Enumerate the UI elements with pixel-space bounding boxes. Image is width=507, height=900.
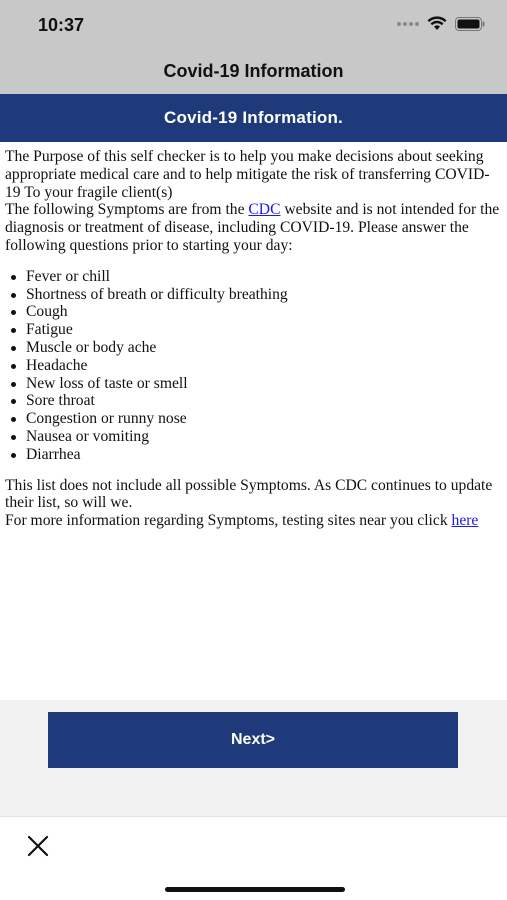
home-indicator [165, 887, 345, 892]
header-band [0, 94, 507, 142]
symptom-item: Sore throat [5, 392, 503, 410]
next-button[interactable]: Next> [48, 712, 458, 768]
page-title: Covid-19 Information. [164, 108, 343, 127]
button-area [0, 700, 507, 816]
wifi-icon [427, 16, 447, 31]
source-text-before: The following Symptoms are from the [5, 201, 249, 219]
signal-icon [397, 22, 419, 26]
symptom-item: Diarrhea [5, 446, 503, 464]
status-icons [397, 16, 485, 31]
nav-bar [0, 48, 507, 94]
here-link[interactable]: here [451, 512, 479, 530]
symptom-list [5, 268, 503, 464]
symptom-item: New loss of taste or smell [5, 375, 503, 393]
symptom-item: Cough [5, 303, 503, 321]
symptom-item: Fatigue [5, 321, 503, 339]
intro-text: The Purpose of this self checker is to help you make decisions about seeking appropriate medical care and to help mitigate the risk of transferring COVID-19 To your fragile client(s) [5, 148, 490, 201]
status-bar [0, 0, 507, 48]
close-icon[interactable] [26, 834, 50, 858]
more-info-text: For more information regarding Symptoms, testing sites near you click [5, 512, 452, 530]
nav-title: Covid-19 Information [163, 60, 344, 81]
cdc-link[interactable]: CDC [248, 201, 281, 219]
source-text-after: website and is not intended for the diagnosis or treatment of disease, including COVID-19. Please answer the following questions prior to starting your day: [5, 201, 500, 254]
info-content [5, 148, 503, 530]
symptom-item: Fever or chill [5, 268, 503, 286]
bottom-toolbar [0, 816, 507, 900]
symptom-item: Headache [5, 357, 503, 375]
more-info-paragraph [5, 512, 503, 530]
source-paragraph [5, 201, 503, 254]
disclaimer-text: This list does not include all possible Symptoms. As CDC continues to update their list, so will we. [5, 476, 493, 512]
symptom-item: Shortness of breath or difficulty breathing [5, 286, 503, 304]
symptom-item: Congestion or runny nose [5, 410, 503, 428]
symptom-item: Nausea or vomiting [5, 428, 503, 446]
battery-icon [455, 17, 485, 31]
status-time: 10:37 [38, 15, 85, 35]
symptom-item: Muscle or body ache [5, 339, 503, 357]
